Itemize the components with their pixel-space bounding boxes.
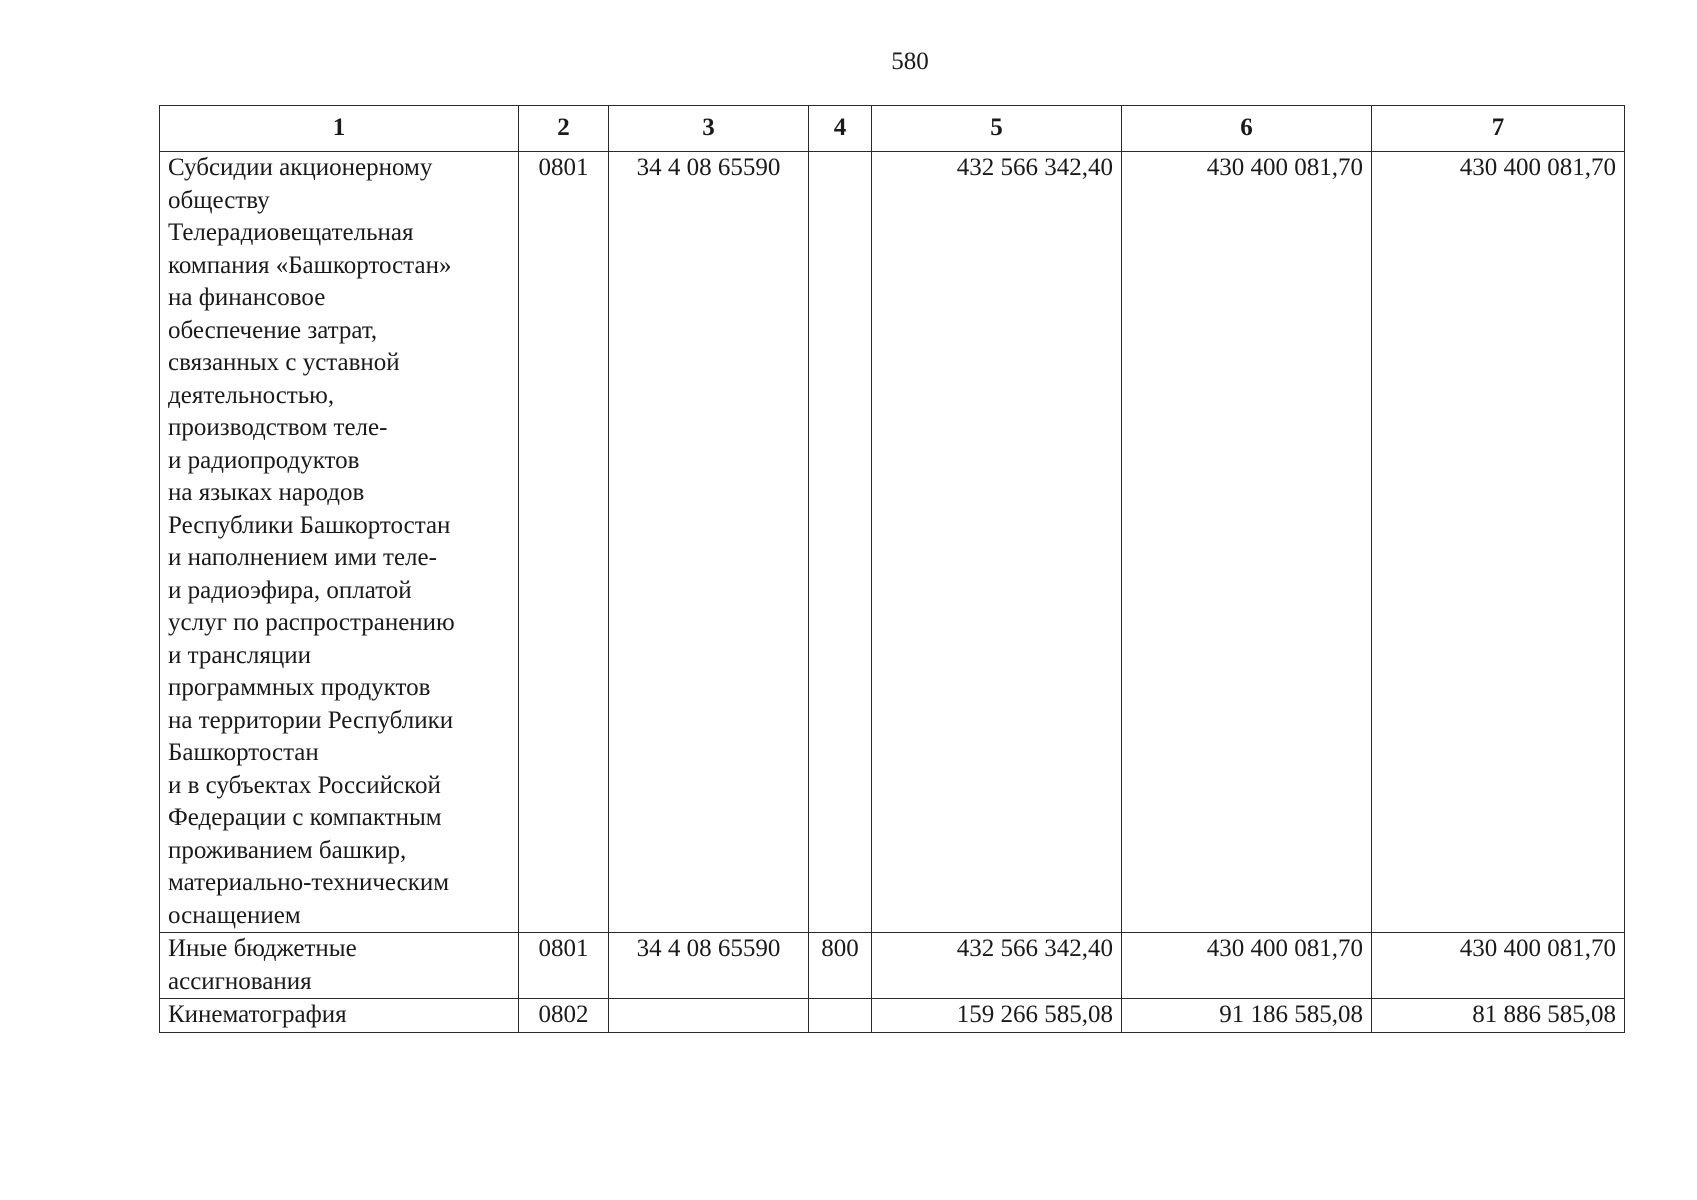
name-line: Иные бюджетные (168, 935, 357, 962)
name-line: Башкортостан (168, 739, 319, 766)
name-line: на языках народов (168, 479, 365, 506)
name-line: оснащением (168, 901, 301, 929)
budget-table (159, 105, 1625, 1033)
name-line: производством теле- (168, 414, 388, 441)
expense-type-cell (809, 999, 872, 1033)
name-line: и радиопродуктов (168, 446, 360, 474)
name-line: Телерадиовещательная (168, 219, 414, 246)
table-row (160, 933, 1625, 999)
row-name-cell (160, 152, 519, 933)
row-name-cell (160, 999, 519, 1033)
header-cell-3: 3 (609, 106, 809, 152)
name-line: связанных с уставной (168, 349, 400, 376)
amount-cell-5: 432 566 342,40 (872, 152, 1122, 933)
header-cell-7: 7 (1372, 106, 1625, 152)
amount-cell-6: 91 186 585,08 (1122, 999, 1372, 1033)
amount-cell-7: 430 400 081,70 (1372, 152, 1625, 933)
amount-cell-7: 430 400 081,70 (1372, 933, 1625, 999)
section-code-cell: 0801 (519, 152, 609, 933)
amount-cell-7: 81 886 585,08 (1372, 999, 1625, 1033)
name-line: и в субъектах Российской (168, 771, 441, 799)
amount-cell-5: 159 266 585,08 (872, 999, 1122, 1033)
header-row (160, 106, 1625, 152)
name-line: обществу (168, 186, 270, 214)
name-line: проживанием башкир, (168, 836, 407, 864)
header-cell-5: 5 (872, 106, 1122, 152)
header-cell-6: 6 (1122, 106, 1372, 152)
page-number: 580 (891, 48, 929, 75)
name-line: и наполнением ими теле- (168, 544, 437, 571)
expense-type-cell (809, 152, 872, 933)
name-line: материально-техническим (168, 869, 450, 896)
name-line: Республики Башкортостан (168, 511, 451, 539)
header-cell-2: 2 (519, 106, 609, 152)
name-line: и радиоэфира, оплатой (168, 576, 412, 604)
amount-cell-6: 430 400 081,70 (1122, 933, 1372, 999)
name-line: Кинематография (168, 1001, 347, 1028)
name-line: компания «Башкортостан» (168, 251, 452, 279)
target-article-cell (609, 999, 809, 1033)
name-line: обеспечение затрат, (168, 316, 378, 344)
name-line: Федерации с компактным (168, 804, 442, 831)
header-cell-1: 1 (160, 106, 519, 152)
amount-cell-5: 432 566 342,40 (872, 933, 1122, 999)
header-cell-4: 4 (809, 106, 872, 152)
table-row (160, 152, 1625, 933)
name-line: услуг по распространению (168, 609, 455, 636)
target-article-cell: 34 4 08 65590 (609, 933, 809, 999)
name-line: деятельностью, (168, 381, 335, 409)
section-code-cell: 0801 (519, 933, 609, 999)
name-line: Субсидии акционерному (168, 154, 433, 181)
row-name-cell (160, 933, 519, 999)
section-code-cell: 0802 (519, 999, 609, 1033)
name-line: программных продуктов (168, 674, 431, 701)
name-line: на территории Республики (168, 706, 454, 734)
expense-type-cell: 800 (809, 933, 872, 999)
name-line: на финансовое (168, 284, 326, 311)
amount-cell-6: 430 400 081,70 (1122, 152, 1372, 933)
target-article-cell: 34 4 08 65590 (609, 152, 809, 933)
table-row (160, 999, 1625, 1033)
name-line: ассигнования (168, 967, 312, 995)
name-line: и трансляции (168, 641, 312, 669)
